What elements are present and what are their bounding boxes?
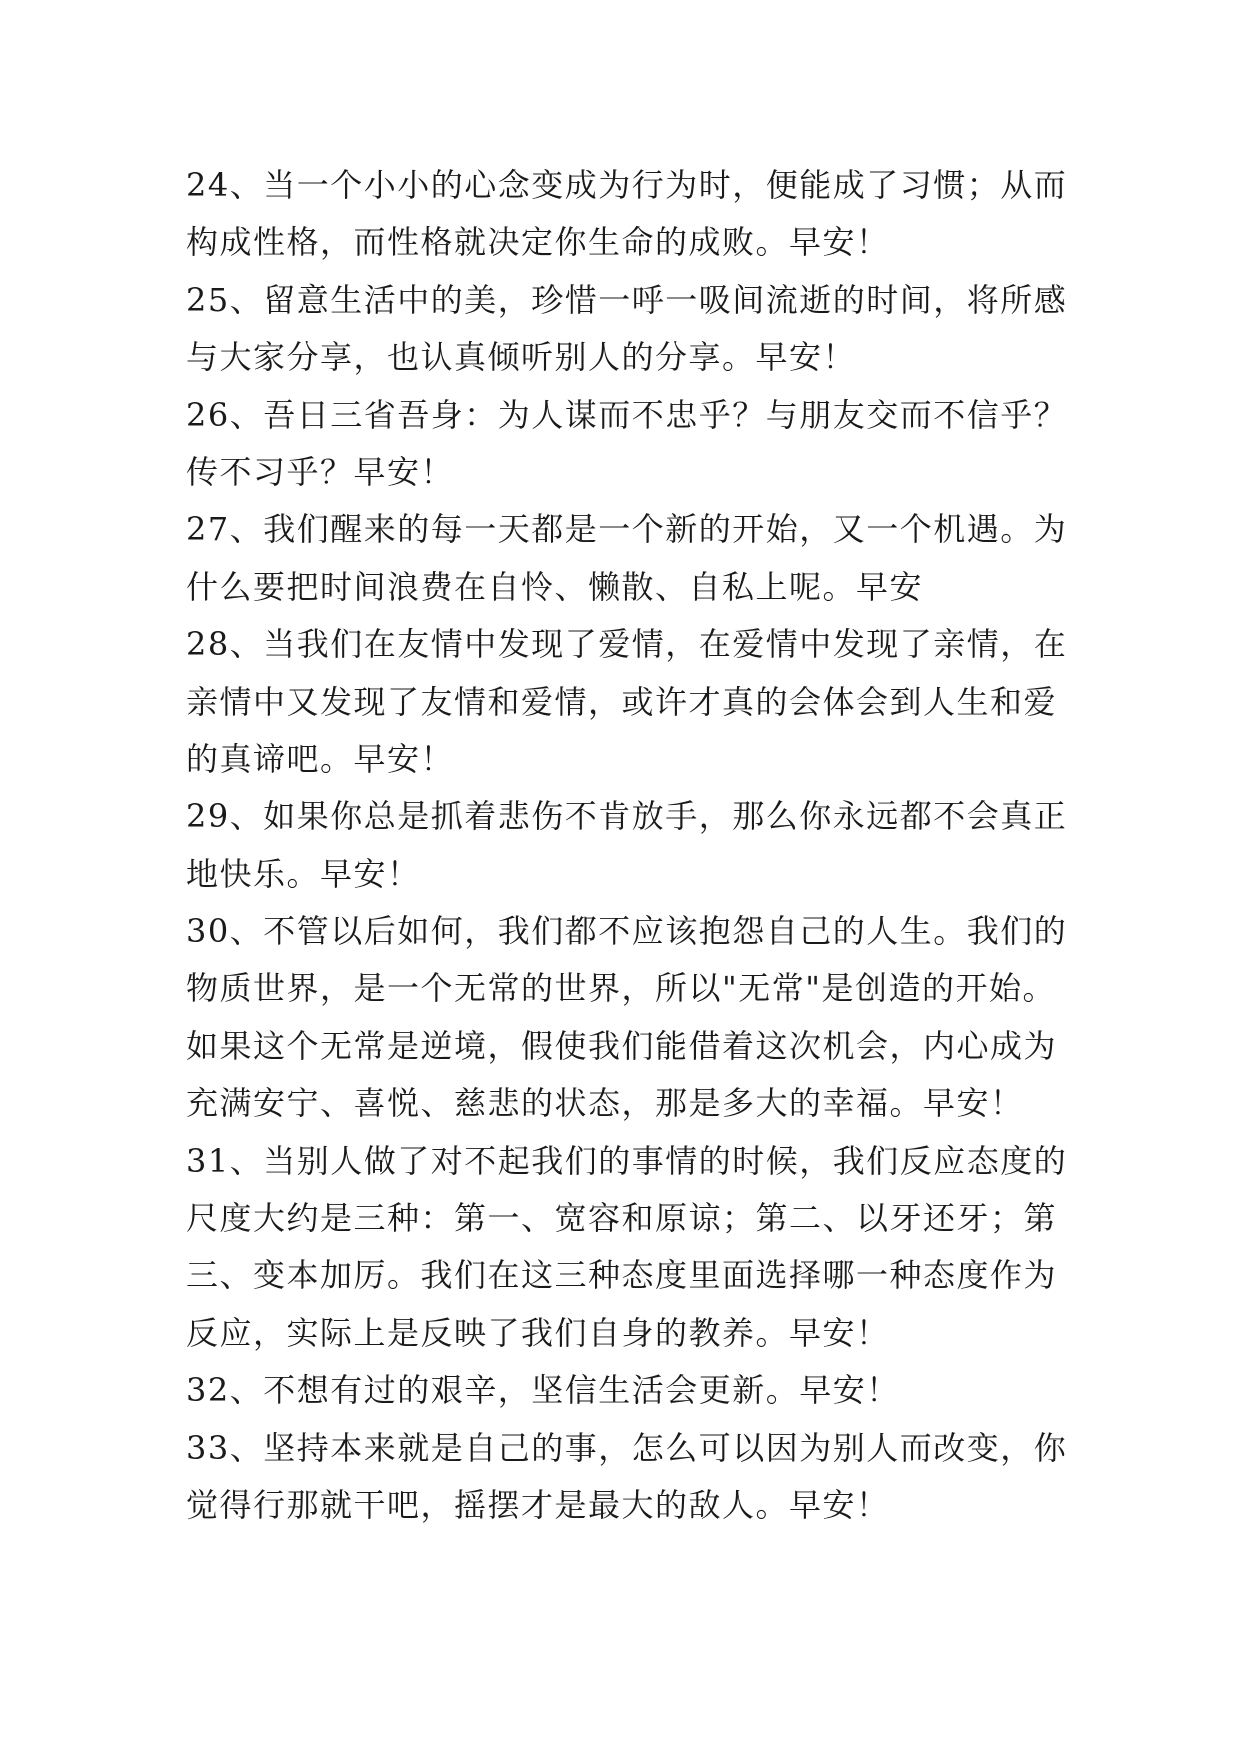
text-line: 充满安宁、喜悦、慈悲的状态，那是多大的幸福。早安！ — [186, 1084, 1024, 1123]
text-line: 传不习乎？早安！ — [186, 452, 455, 491]
text-line: 26、吾日三省吾身：为人谋而不忠乎？与朋友交而不信乎？ — [186, 395, 1068, 434]
text-line: 构成性格，而性格就决定你生命的成败。早安！ — [186, 223, 890, 262]
text-line: 如果这个无常是逆境，假使我们能借着这次机会，内心成为 — [186, 1026, 1058, 1065]
text-line: 亲情中又发现了友情和爱情，或许才真的会体会到人生和爱 — [186, 682, 1058, 721]
text-line: 尺度大约是三种：第一、宽容和原谅；第二、以牙还牙；第 — [186, 1199, 1058, 1238]
document-body — [186, 157, 1066, 1534]
text-line: 30、不管以后如何，我们都不应该抱怨自己的人生。我们的 — [186, 912, 1068, 951]
text-line: 地快乐。早安！ — [186, 854, 421, 893]
text-line: 32、不想有过的艰辛，坚信生活会更新。早安！ — [186, 1371, 900, 1410]
text-line: 的真谛吧。早安！ — [186, 739, 455, 778]
text-line: 28、当我们在友情中发现了爱情，在爱情中发现了亲情，在 — [186, 625, 1068, 664]
text-line: 29、如果你总是抓着悲伤不肯放手，那么你永远都不会真正 — [186, 797, 1068, 836]
text-line: 24、当一个小小的心念变成为行为时，便能成了习惯；从而 — [186, 166, 1068, 204]
text-line: 33、坚持本来就是自己的事，怎么可以因为别人而改变，你 — [186, 1428, 1068, 1467]
text-line: 三、变本加厉。我们在这三种态度里面选择哪一种态度作为 — [186, 1256, 1058, 1295]
text-line: 31、当别人做了对不起我们的事情的时候，我们反应态度的 — [186, 1141, 1068, 1180]
text-line: 物质世界，是一个无常的世界，所以"无常"是创造的开始。 — [186, 969, 1056, 1008]
text-line: 27、我们醒来的每一天都是一个新的开始，又一个机遇。为 — [186, 510, 1068, 549]
text-line: 反应，实际上是反映了我们自身的教养。早安！ — [186, 1313, 890, 1352]
text-line: 25、留意生活中的美，珍惜一呼一吸间流逝的时间，将所感 — [186, 280, 1068, 319]
text-line: 与大家分享，也认真倾听别人的分享。早安！ — [186, 338, 857, 377]
text-line: 觉得行那就干吧，摇摆才是最大的敌人。早安！ — [186, 1485, 890, 1524]
text-line: 什么要把时间浪费在自怜、懒散、自私上呢。早安 — [186, 567, 924, 606]
